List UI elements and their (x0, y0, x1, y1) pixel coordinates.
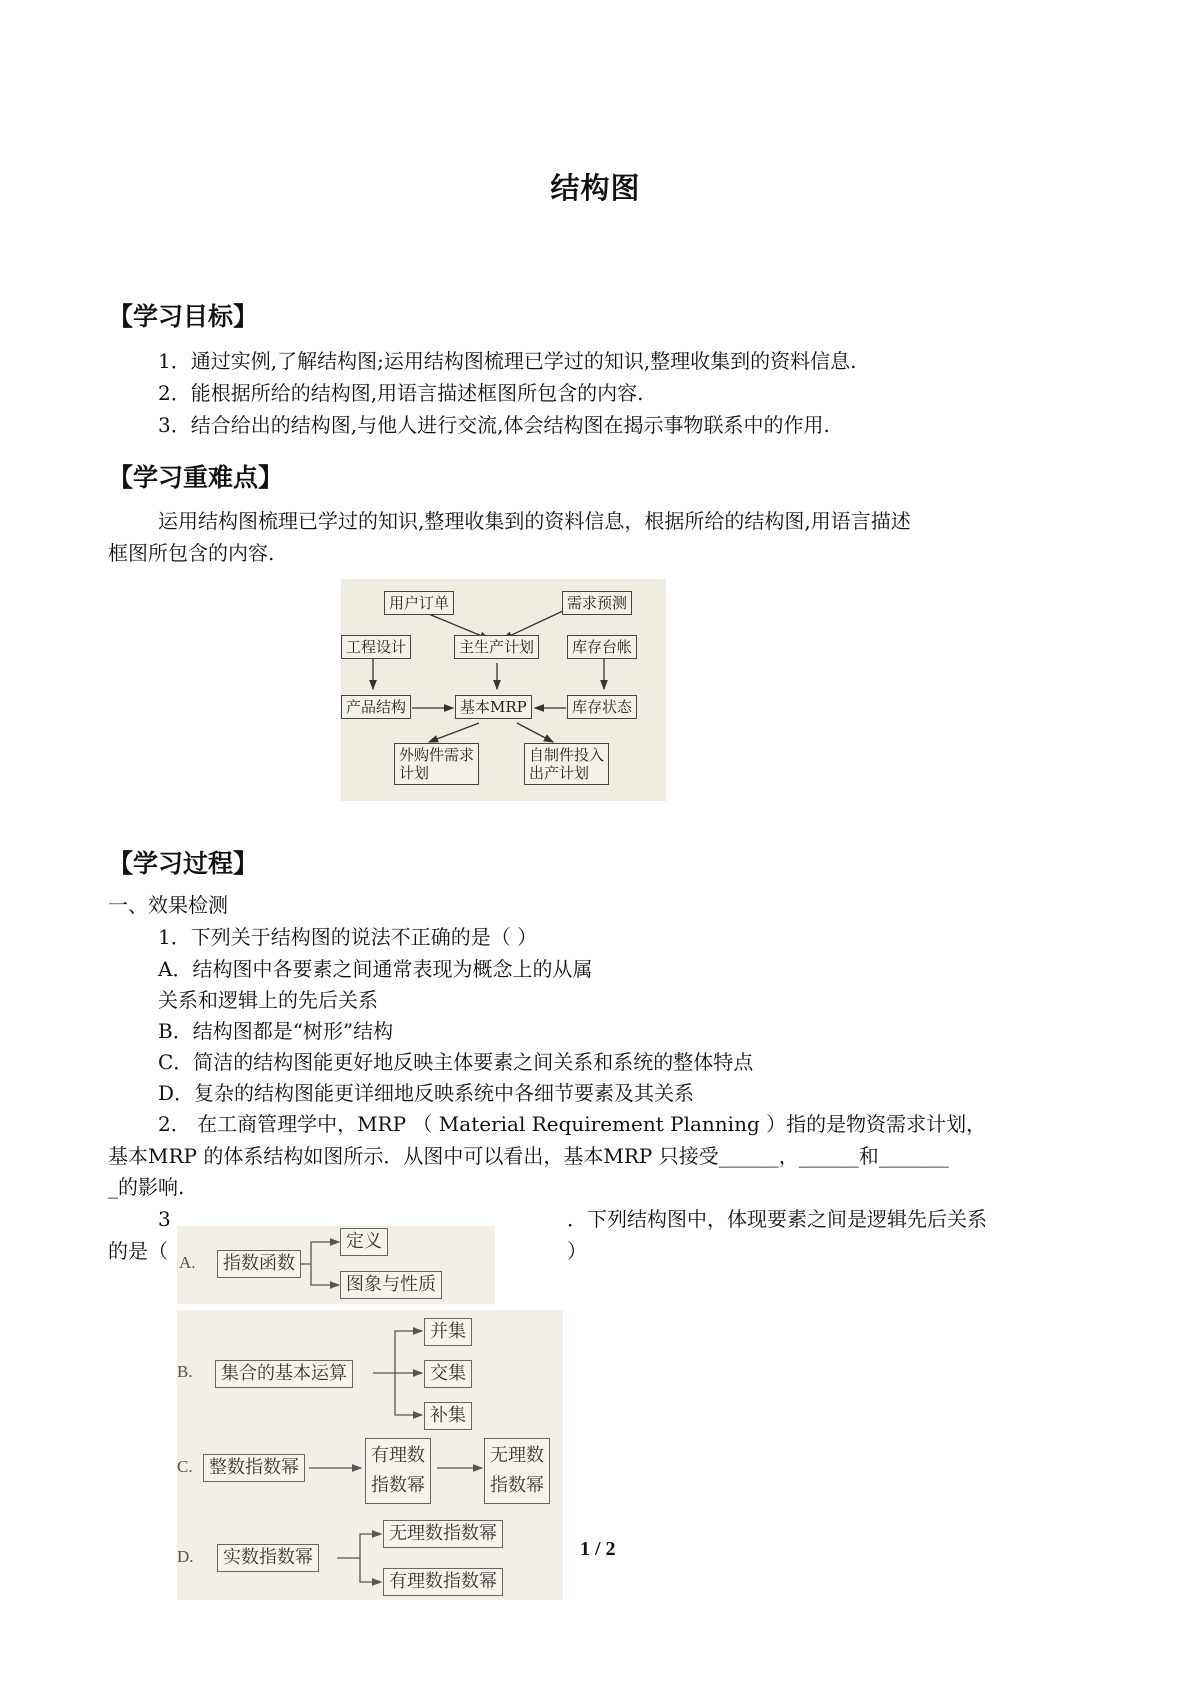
question-1-option-b: B．结构图都是“树形”结构 (158, 1019, 394, 1043)
node-inventory-status: 库存状态 (567, 695, 637, 719)
step-text: 无理数 (490, 1445, 544, 1466)
objective-item: 3．结合给出的结构图,与他人进行交流,体会结构图在揭示事物联系中的作用. (158, 413, 830, 437)
node-text: 自制件投入 (529, 746, 605, 764)
question-2-line3: _的影响. (108, 1175, 185, 1199)
objective-item: 2．能根据所给的结构图,用语言描述框图所包含的内容. (158, 381, 644, 405)
page-number: 1 / 2 (580, 1538, 616, 1560)
node-text: 出产计划 (529, 764, 590, 782)
question-1-option-c: C．简洁的结构图能更好地反映主体要素之间关系和系统的整体特点 (158, 1050, 754, 1074)
option-c-step (484, 1438, 550, 1504)
option-d-child: 有理数指数幂 (383, 1568, 503, 1596)
option-d-root: 实数指数幂 (217, 1544, 319, 1572)
question-2-line1: 2． 在工商管理学中，MRP （ Material Requirement Planning ）指的是物资需求计划， (158, 1112, 987, 1136)
page-title: 结构图 (550, 171, 641, 205)
question-2-line2: 基本MRP 的体系结构如图所示．从图中可以看出，基本MRP 只接受______，______和_______ (108, 1144, 949, 1168)
node-inventory-ledger: 库存台帐 (567, 635, 637, 659)
option-c-label: C. (177, 1457, 193, 1476)
key-points-text: 框图所包含的内容. (108, 541, 275, 565)
node-text: 外购件需求 (399, 746, 475, 764)
question-1-stem: 1．下列关于结构图的说法不正确的是（ ） (158, 925, 538, 949)
option-c-step (365, 1438, 431, 1504)
question-3-text: ．下列结构图中，体现要素之间是逻辑先后关系 (567, 1207, 987, 1231)
node-basic-mrp: 基本MRP (455, 695, 532, 719)
node-engineering-design: 工程设计 (341, 635, 411, 659)
step-text: 指数幂 (371, 1475, 425, 1496)
step-text: 指数幂 (490, 1475, 544, 1496)
section-heading-objectives: 【学习目标】 (108, 302, 259, 331)
section-heading-key-points: 【学习重难点】 (108, 463, 284, 492)
question-1-option-a-cont: 关系和逻辑上的先后关系 (158, 988, 378, 1012)
step-text: 有理数 (371, 1445, 425, 1466)
option-a-root: 指数函数 (217, 1250, 301, 1278)
question-3-number: 3 (158, 1207, 171, 1231)
question-3-close-paren: ） (567, 1239, 587, 1263)
option-d-child: 无理数指数幂 (383, 1520, 503, 1548)
node-self-made-parts-plan (524, 743, 609, 785)
question-3-text-cont: 的是（ (108, 1239, 168, 1263)
option-d-label: D. (177, 1547, 194, 1566)
mrp-structure-diagram (341, 579, 666, 801)
node-user-order: 用户订单 (384, 591, 454, 615)
question-1-option-d: D．复杂的结构图能更详细地反映系统中各细节要素及其关系 (158, 1081, 695, 1105)
option-a-child: 图象与性质 (340, 1271, 442, 1299)
option-a-child: 定义 (340, 1228, 388, 1256)
node-product-structure: 产品结构 (341, 695, 411, 719)
objective-item: 1．通过实例,了解结构图;运用结构图梳理已学过的知识,整理收集到的资料信息. (158, 349, 857, 373)
option-a-label: A. (179, 1253, 196, 1272)
node-demand-forecast: 需求预测 (562, 591, 632, 615)
option-b-root: 集合的基本运算 (215, 1360, 353, 1388)
option-a-diagram (177, 1226, 495, 1304)
node-master-production-plan: 主生产计划 (454, 635, 539, 659)
option-b-label: B. (177, 1362, 193, 1381)
option-b-child: 交集 (424, 1360, 472, 1388)
node-text: 计划 (399, 764, 430, 782)
option-b-child: 并集 (424, 1318, 472, 1346)
key-points-text: 运用结构图梳理已学过的知识,整理收集到的资料信息，根据所给的结构图,用语言描述 (158, 509, 911, 533)
section-heading-process: 【学习过程】 (108, 849, 259, 878)
question-1-option-a: A．结构图中各要素之间通常表现为概念上的从属 (158, 957, 593, 981)
option-b-child: 补集 (424, 1402, 472, 1430)
options-bcd-diagram (177, 1310, 563, 1600)
part-heading: 一、效果检测 (108, 893, 228, 917)
node-purchased-parts-plan (394, 743, 479, 785)
option-c-step: 整数指数幂 (203, 1454, 305, 1482)
